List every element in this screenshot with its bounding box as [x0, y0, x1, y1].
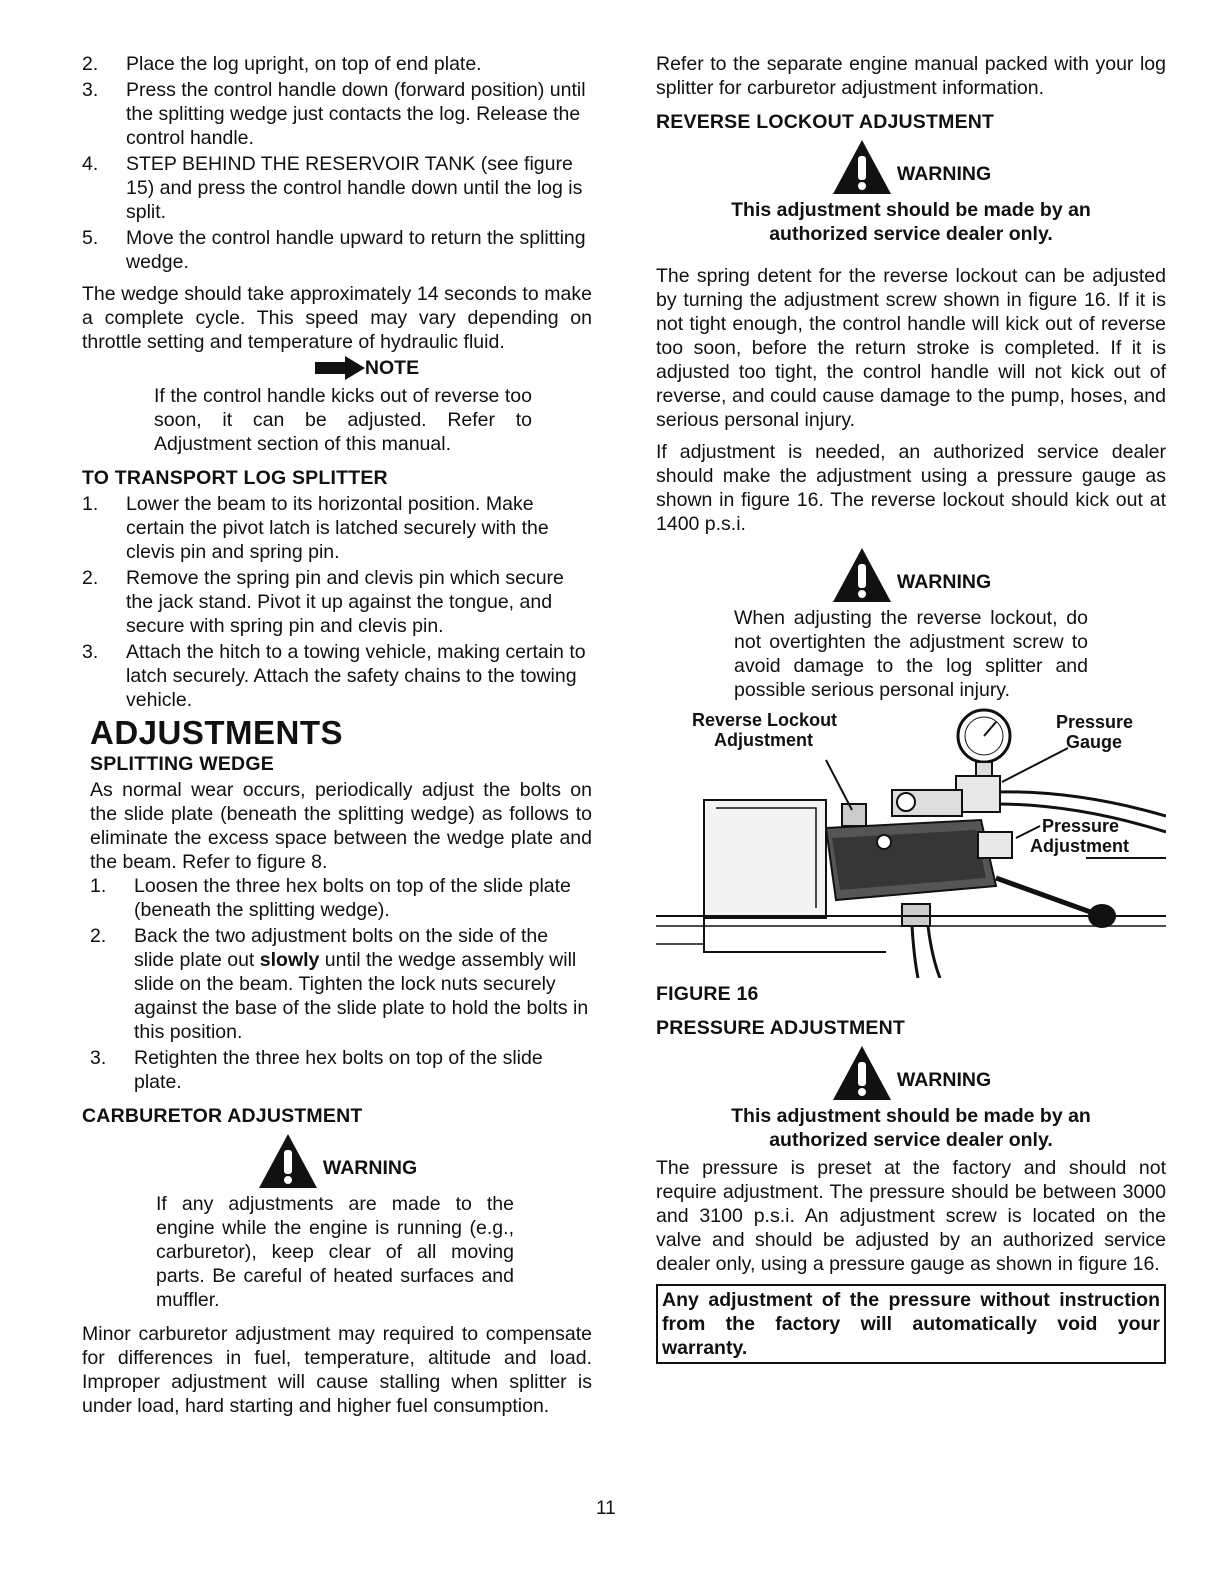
adjustment-needed-paragraph: If adjustment is needed, an authorized service dealer should make the adjustment using a pressure gauge as shown in figure 16. The reverse lockout should kick out at 1400 p.s.i. [656, 441, 1166, 535]
pressure-adjustment-label: Pressure Adjustment [1030, 816, 1129, 856]
splitting-steps [90, 874, 592, 1094]
page-number: 11 [596, 1498, 616, 1519]
list-item: 2. Back the two adjustment bolts on the side of the slide plate out slowly until the wedge assembly will slide on the beam. Tighten the lock nuts securely against the base of the slide plate to hold the bolts in this position. [90, 925, 589, 1043]
list-item: 4. STEP BEHIND THE RESERVOIR TANK (see figure 15) and press the control handle down until the log is split. [82, 153, 583, 223]
note-label: NOTE [364, 356, 420, 379]
warranty-notice: Any adjustment of the pressure without instruction from the factory will automatically void your warranty. [656, 1284, 1166, 1364]
reverse-warning-text: This adjustment should be made by an authorized service dealer only. [731, 199, 1091, 245]
carburetor-warning [82, 1132, 592, 1190]
carburetor-heading: CARBURETOR ADJUSTMENT [82, 1105, 363, 1127]
carburetor-paragraph: Minor carburetor adjustment may required to compensate for differences in fuel, temperature, altitude and load. Improper adjustment will cause stalling when splitter is under load, hard starting and higher fuel consumption. [82, 1323, 592, 1417]
overtighten-warning-text: When adjusting the reverse lockout, do not overtighten the adjustment screw to avoid damage to the log splitter and possible serious personal injury. [734, 607, 1088, 701]
list-item: 3. Press the control handle down (forward position) until the splitting wedge just contacts the log. Release the control handle. [82, 79, 586, 149]
list-item: 2. Remove the spring pin and clevis pin which secure the jack stand. Pivot it up against the tongue, and secure with spring pin and clevis pin. [82, 567, 564, 637]
adjustments-heading: ADJUSTMENTS [90, 714, 344, 751]
carburetor-warning-text: If any adjustments are made to the engine while the engine is running (e.g., carburetor), keep clear of all moving parts. Be careful of heated surfaces and muffler. [156, 1193, 514, 1311]
splitting-wedge-paragraph: As normal wear occurs, periodically adjust the bolts on the slide plate (beneath the splitting wedge) as follows to eliminate the excess space between the wedge plate and the beam. Refer to figure 8. [90, 779, 592, 873]
pressure-warning-text: This adjustment should be made by an authorized service dealer only. [731, 1105, 1091, 1151]
list-item: 3. Retighten the three hex bolts on top of the slide plate. [90, 1047, 543, 1093]
pressure-warning [656, 1044, 1166, 1102]
overtighten-warning [656, 546, 1166, 604]
warning-label: WARNING [896, 570, 992, 593]
note-text: If the control handle kicks out of reverse too soon, it can be adjusted. Refer to Adjustment section of this manual. [154, 385, 532, 455]
reverse-lockout-heading: REVERSE LOCKOUT ADJUSTMENT [656, 111, 995, 133]
arrow-right-icon [315, 356, 365, 380]
reverse-lockout-label: Reverse Lockout Adjustment [692, 710, 838, 750]
transport-steps [82, 492, 592, 712]
figure-caption: FIGURE 16 [656, 983, 759, 1005]
list-item: 1. Lower the beam to its horizontal position. Make certain the pivot latch is latched securely with the clevis pin and spring pin. [82, 493, 549, 563]
pressure-adjustment-heading: PRESSURE ADJUSTMENT [656, 1017, 906, 1039]
note-callout [142, 356, 592, 380]
warning-triangle-icon [831, 1044, 893, 1102]
warning-triangle-icon [831, 138, 893, 196]
splitting-wedge-heading: SPLITTING WEDGE [90, 753, 274, 775]
list-item: 3. Attach the hitch to a towing vehicle, making certain to latch securely. Attach the safety chains to the towing vehicle. [82, 641, 586, 711]
figure-16 [656, 708, 1166, 978]
warning-label: WARNING [322, 1156, 418, 1179]
engine-manual-paragraph: Refer to the separate engine manual packed with your log splitter for carburetor adjustment information. [656, 53, 1166, 99]
pressure-paragraph: The pressure is preset at the factory and should not require adjustment. The pressure should be between 3000 and 3100 p.s.i. An adjustment screw is located on the valve and should be adjusted by an authorized service dealer only, using a pressure gauge as shown in figure 16. [656, 1157, 1166, 1275]
operation-steps [82, 52, 592, 274]
reverse-warning [656, 138, 1166, 196]
list-item: 5. Move the control handle upward to return the splitting wedge. [82, 227, 586, 273]
warning-triangle-icon [257, 1132, 319, 1190]
adjustments-section [82, 716, 592, 1094]
warning-label: WARNING [896, 1068, 992, 1091]
left-column [82, 52, 592, 1418]
warning-label: WARNING [896, 162, 992, 185]
right-column [656, 52, 1166, 1364]
list-item: 2. Place the log upright, on top of end plate. [82, 53, 482, 75]
list-item: 1. Loosen the three hex bolts on top of the slide plate (beneath the splitting wedge). [90, 875, 571, 921]
transport-heading: TO TRANSPORT LOG SPLITTER [82, 467, 388, 489]
warning-triangle-icon [831, 546, 893, 604]
pressure-gauge-label: Pressure Gauge [1056, 712, 1134, 752]
spring-detent-paragraph: The spring detent for the reverse lockout can be adjusted by turning the adjustment screw shown in figure 16. If it is not tight enough, the control handle will kick out of reverse too soon, before the return stroke is completed. If it is adjusted too tight, the control handle will not kick out of reverse, and could cause damage to the pump, hoses, and serious personal injury. [656, 265, 1166, 431]
wedge-cycle-paragraph: The wedge should take approximately 14 seconds to make a complete cycle. This speed may vary depending on throttle setting and temperature of hydraulic fluid. [82, 283, 592, 353]
